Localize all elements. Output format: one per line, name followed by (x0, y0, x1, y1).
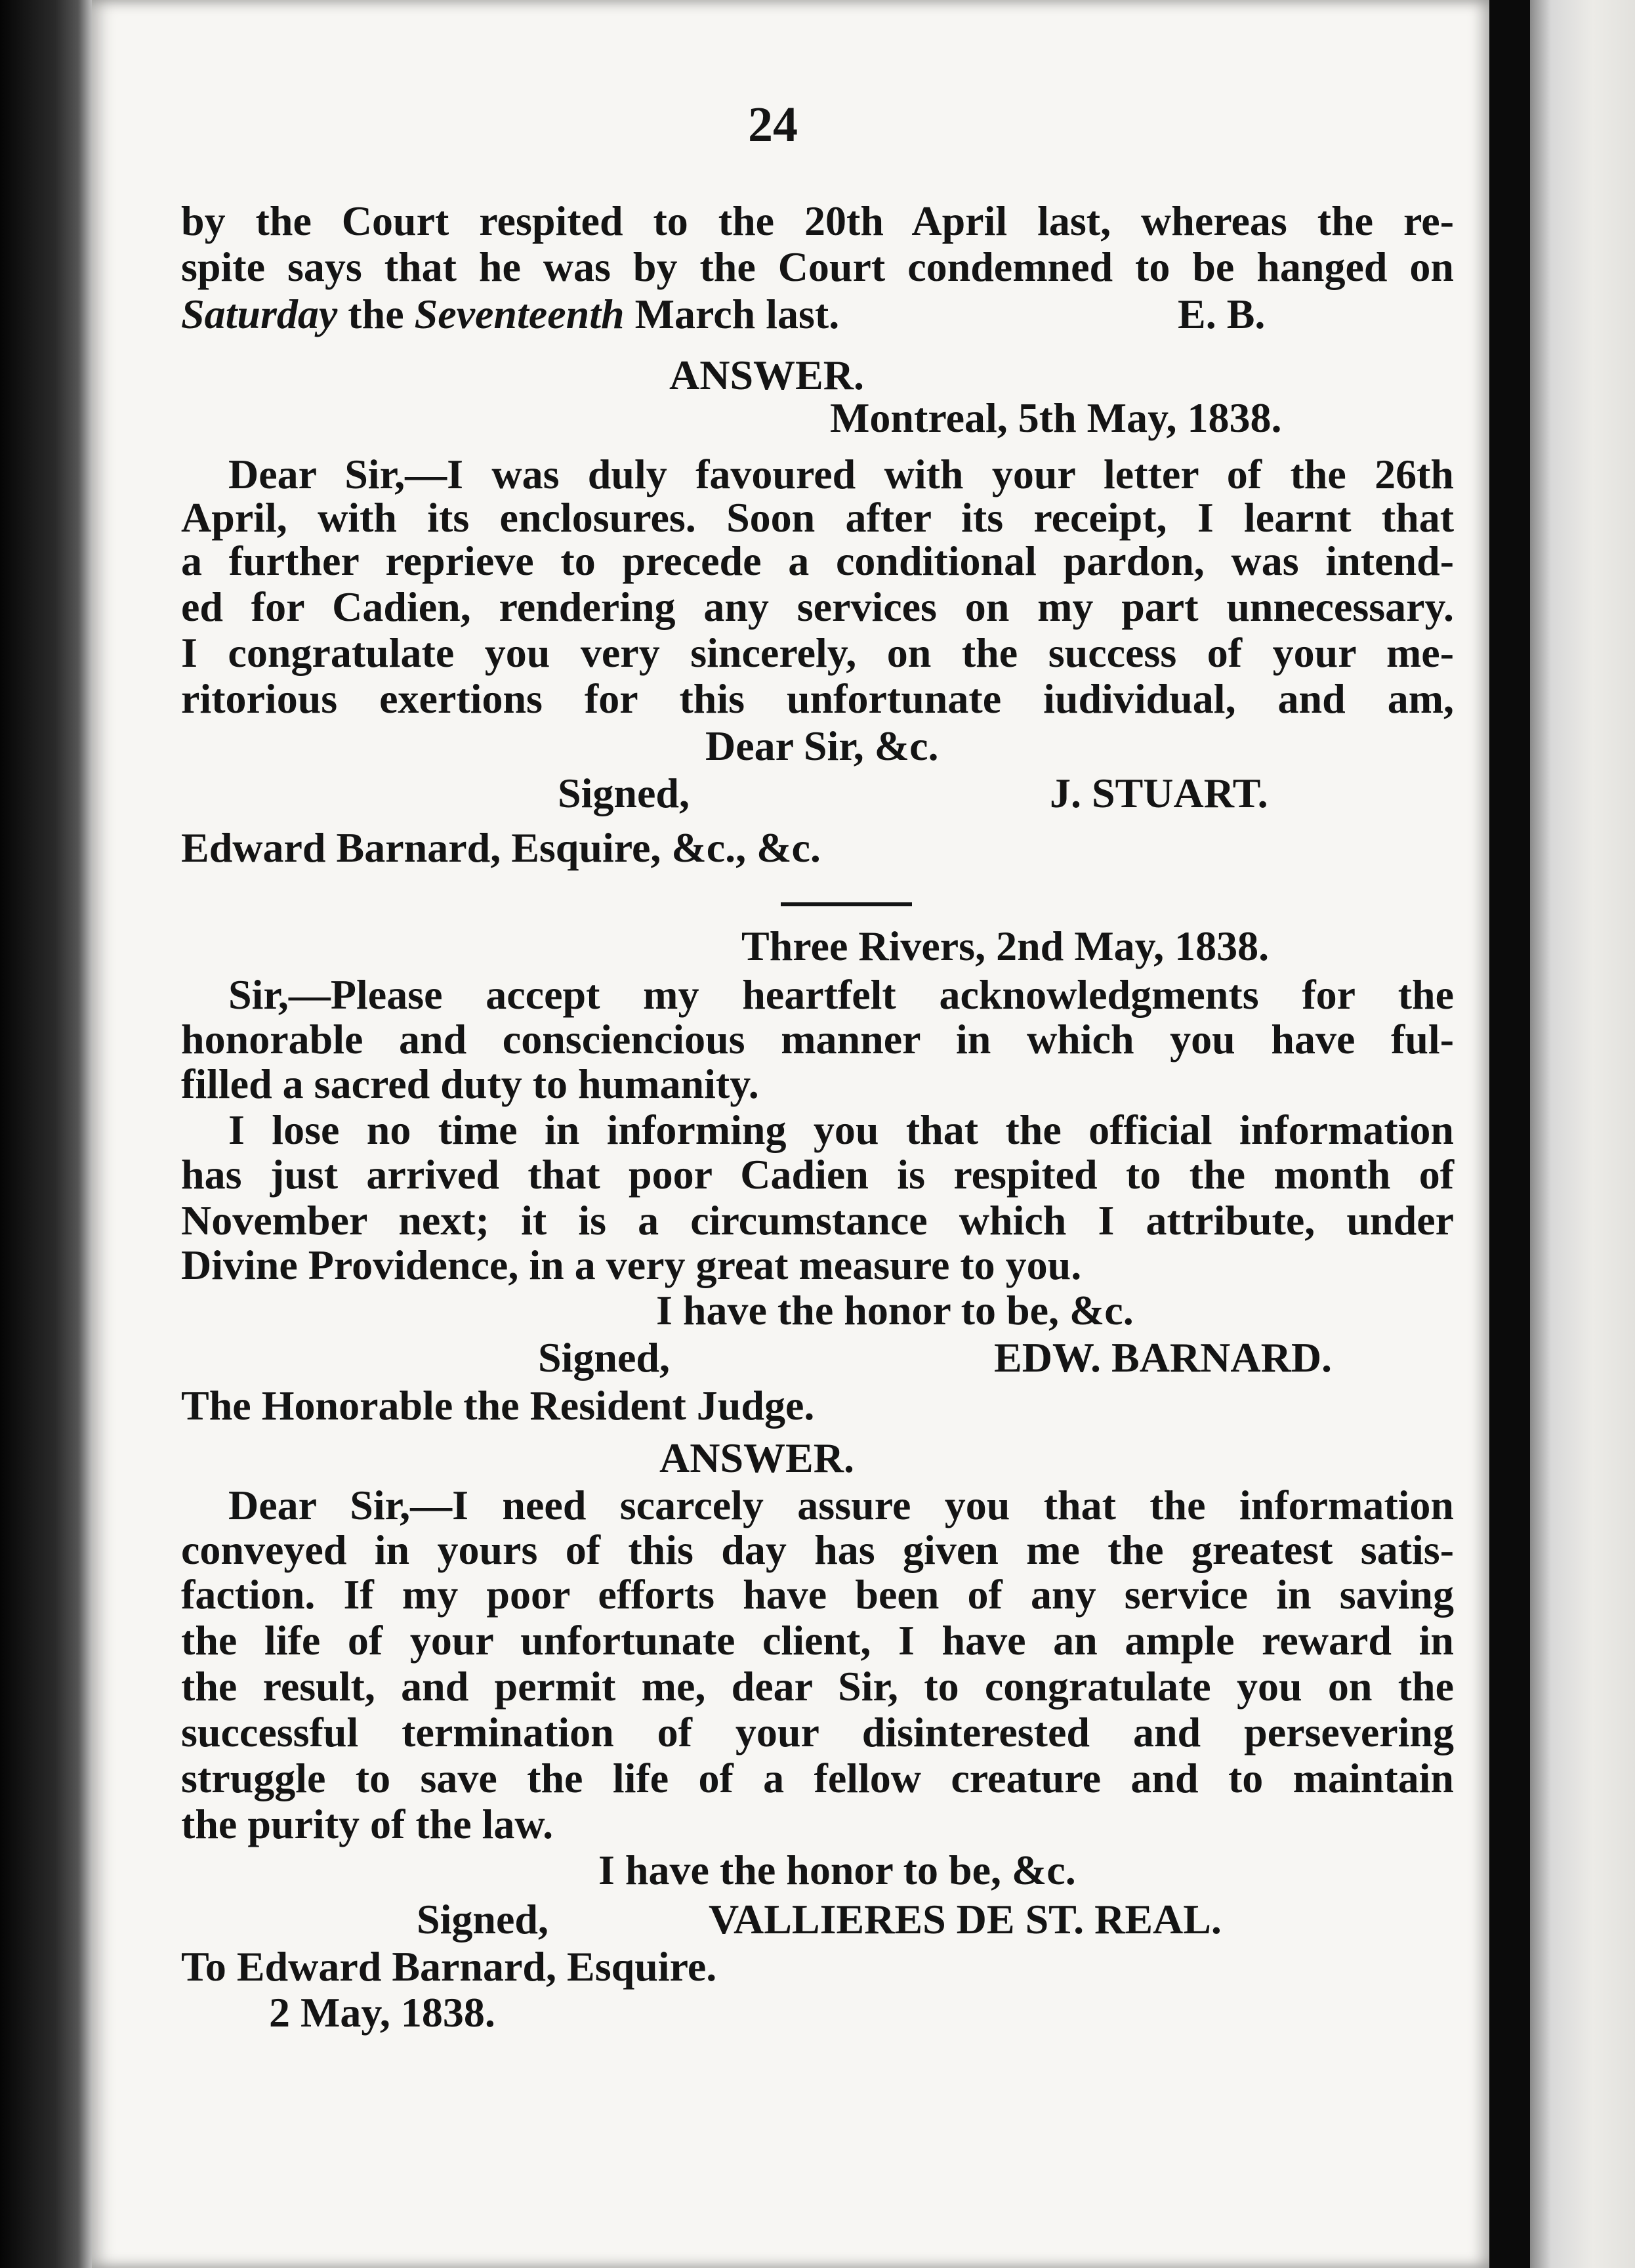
addressee: The Honorable the Resident Judge. (181, 1382, 815, 1429)
body-line: successful termination of your disinterested and persevering (181, 1709, 1454, 1755)
closing: Dear Sir, &c. (705, 723, 939, 769)
signed-label: Signed, (417, 1896, 548, 1942)
body-line: honorable and consciencious manner in which you have ful- (181, 1016, 1454, 1062)
body-line: by the Court respited to the 20th April last, whereas the re- (181, 198, 1454, 244)
body-line: Divine Providence, in a very great measure to you. (181, 1242, 1082, 1288)
body-line: Sir,—Please accept my heartfelt acknowledgments for the (228, 971, 1454, 1018)
dateline: Three Rivers, 2nd May, 1838. (741, 923, 1270, 969)
italic-date: Seventeenth (414, 291, 625, 337)
body-line: the life of your unfortunate client, I have an ample reward in (181, 1617, 1454, 1664)
book-gutter (1489, 0, 1530, 2268)
body-line: ed for Cadien, rendering any services on my part unnecessary. (181, 583, 1454, 630)
body-line: I congratulate you very sincerely, on the success of your me- (181, 629, 1454, 676)
body-line: struggle to save the life of a fellow creature and to maintain (181, 1755, 1454, 1801)
page-text (92, 0, 1489, 2268)
body-line: April, with its enclosures. Soon after its receipt, I learnt that (181, 494, 1454, 541)
signature: J. STUART. (1050, 770, 1268, 816)
body-line: November next; it is a circumstance which I attribute, under (181, 1197, 1454, 1244)
body-line: faction. If my poor efforts have been of any service in saving (181, 1571, 1454, 1618)
closing: I have the honor to be, &c. (598, 1847, 1076, 1893)
dateline: Montreal, 5th May, 1838. (830, 394, 1282, 441)
section-divider (781, 902, 912, 906)
body-line: Saturday the Seventeenth March last. (181, 291, 840, 337)
body-line: Dear Sir,—I need scarcely assure you that the information (228, 1482, 1454, 1528)
body-line: conveyed in yours of this day has given me the greatest satis- (181, 1526, 1454, 1573)
body-line: a further reprieve to precede a conditional pardon, was intend- (181, 537, 1454, 584)
answer-heading: ANSWER. (669, 352, 864, 398)
addressee: To Edward Barnard, Esquire. (181, 1943, 717, 1990)
body-line: Dear Sir,—I was duly favoured with your letter of the 26th (228, 451, 1454, 497)
page-number: 24 (748, 97, 798, 152)
body-line: ritorious exertions for this unfortunate iudividual, and am, (181, 675, 1454, 722)
addressee: Edward Barnard, Esquire, &c., &c. (181, 824, 821, 871)
signature: EDW. BARNARD. (994, 1334, 1333, 1381)
italic-day: Saturday (181, 291, 338, 337)
signed-label: Signed, (558, 770, 690, 816)
letter-date: 2 May, 1838. (269, 1989, 495, 2036)
body-line: the purity of the law. (181, 1801, 554, 1847)
adjacent-page (1530, 0, 1635, 2268)
body-line: I lose no time in informing you that the official information (228, 1106, 1454, 1153)
signature: VALLIERES DE ST. REAL. (709, 1896, 1222, 1942)
initials: E. B. (1178, 291, 1266, 337)
book-left-edge (0, 0, 92, 2268)
body-line: spite says that he was by the Court condemned to be hanged on (181, 243, 1454, 290)
answer-heading: ANSWER. (659, 1435, 854, 1481)
signed-label: Signed, (538, 1334, 670, 1381)
body-line: filled a sacred duty to humanity. (181, 1060, 759, 1107)
closing: I have the honor to be, &c. (656, 1287, 1134, 1334)
body-line: the result, and permit me, dear Sir, to congratulate you on the (181, 1663, 1454, 1710)
body-line: has just arrived that poor Cadien is respited to the month of (181, 1151, 1454, 1198)
